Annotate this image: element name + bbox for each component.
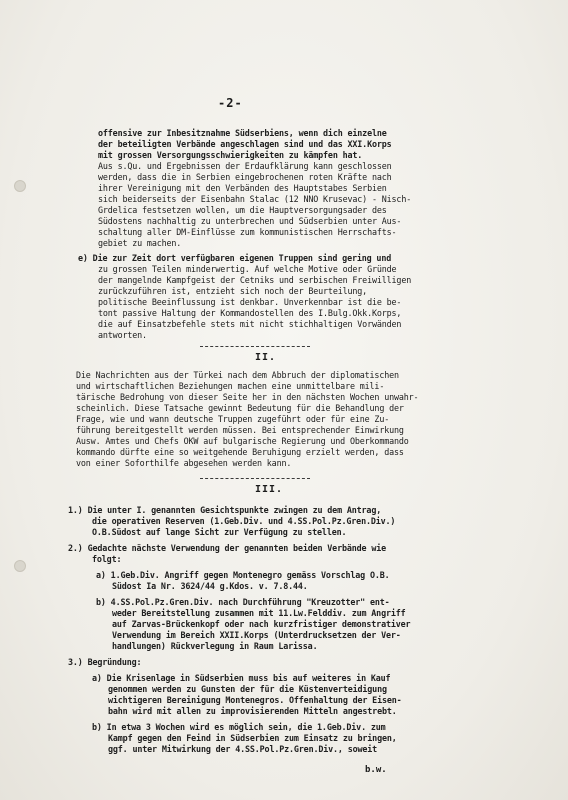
punch-hole-icon — [14, 180, 26, 192]
section-one-line: zu grossen Teilen minderwertig. Auf welche Motive oder Gründe — [98, 264, 397, 274]
section-three-heading: III. — [255, 484, 284, 495]
section-two-line: Ausw. Amtes und Chefs OKW auf bulgarische Regierung und Oberkommando — [76, 436, 409, 446]
section-three-line: Südost Ia Nr. 3624/44 g.Kdos. v. 7.8.44. — [112, 581, 308, 591]
section-one-line: schaltung aller DM-Einflüsse zum kommunistischen Herrschafts- — [98, 227, 397, 237]
section-three-line: bahn wird mit allen zu improvisierenden Mitteln angestrebt. — [108, 706, 397, 716]
section-two-line: von einer Soforthilfe abgesehen werden kann. — [76, 458, 292, 468]
section-one-line: gebiet zu machen. — [98, 238, 182, 248]
page-number: -2- — [218, 96, 243, 110]
section-two-line: Die Nachrichten aus der Türkei nach dem Abbruch der diplomatischen — [76, 370, 399, 380]
signoff-mark: b.w. — [365, 765, 387, 775]
section-one-line: der mangelnde Kampfgeist der Cetniks und serbischen Freiwilligen — [98, 275, 412, 285]
section-one-line: der beteiligten Verbände angeschlagen sind und das XXI.Korps — [98, 139, 392, 149]
section-three-line: Verwendung im Bereich XXII.Korps (Unterdrucksetzen der Ver- — [112, 630, 401, 640]
divider-rule — [200, 478, 310, 479]
section-three-line: a) Die Krisenlage in Südserbien muss bis auf weiteres in Kauf — [92, 673, 391, 683]
section-one-line: offensive zur Inbesitznahme Südserbiens, wenn dich einzelne — [98, 128, 387, 138]
section-one-line: ihrer Vereinigung mit den Verbänden des Hauptstabes Serbien — [98, 183, 387, 193]
section-two-line: führung bereitgestellt werden müssen. Bei entsprechender Einwirkung — [76, 425, 404, 435]
section-three-line: b) 4.SS.Pol.Pz.Gren.Div. nach Durchführung "Kreuzotter" ent- — [96, 597, 390, 607]
divider-rule — [200, 346, 310, 347]
section-one-line: politische Beeinflussung ist denkbar. Unverkennbar ist die be- — [98, 297, 402, 307]
section-one-line: e) Die zur Zeit dort verfügbaren eigenen Truppen sind gering und — [78, 253, 392, 263]
section-three-line: handlungen) Rückverlegung in Raum Larissa. — [112, 641, 318, 651]
section-two-line: kommando dürfte eine so weitgehende Beruhigung erzielt werden, dass — [76, 447, 404, 457]
section-three-line: 3.) Begründung: — [68, 657, 142, 667]
section-one-line: Grdelica festsetzen wollen, um die Hauptversorgungsader des — [98, 205, 387, 215]
section-three-line: 2.) Gedachte nächste Verwendung der genannten beiden Verbände wie — [68, 543, 386, 553]
section-two-line: tärische Bedrohung von dieser Seite her in den nächsten Wochen unwahr- — [76, 392, 419, 402]
section-three-line: ggf. unter Mitwirkung der 4.SS.Pol.Pz.Gren.Div., soweit — [108, 744, 378, 754]
punch-hole-icon — [14, 560, 26, 572]
section-three-line: Kampf gegen den Feind in Südserbien zum Einsatz zu bringen, — [108, 733, 397, 743]
section-two-heading: II. — [255, 352, 277, 363]
section-two-line: und wirtschaftlichen Beziehungen machen eine unmittelbare mili- — [76, 381, 385, 391]
section-one-line: sich beiderseits der Eisenbahn Stalac (12 NNO Krusevac) - Nisch- — [98, 194, 412, 204]
section-one-line: antworten. — [98, 330, 147, 340]
section-three-line: genommen werden zu Gunsten der für die Küstenverteidigung — [108, 684, 387, 694]
section-two-line: scheinlich. Diese Tatsache gewinnt Bedeutung für die Behandlung der — [76, 403, 404, 413]
section-one-line: Aus s.Qu. und Ergebnissen der Erdaufklärung kann geschlossen — [98, 161, 392, 171]
section-one-line: tont passive Haltung der Kommandostellen des I.Bulg.Okk.Korps, — [98, 308, 402, 318]
section-three-line: die operativen Reserven (1.Geb.Div. und 4.SS.Pol.Pz.Gren.Div.) — [92, 516, 396, 526]
section-three-line: folgt: — [92, 554, 122, 564]
section-three-line: wichtigeren Bereinigung Montenegros. Offenhaltung der Eisen- — [108, 695, 402, 705]
section-one-line: zurückzuführen ist, entzieht sich noch der Beurteilung, — [98, 286, 368, 296]
section-three-line: auf Zarvas-Brückenkopf oder nach kurzfristiger demonstrativer — [112, 619, 411, 629]
section-one-line: werden, dass die in Serbien eingebrochenen roten Kräfte nach — [98, 172, 392, 182]
section-three-line: 1.) Die unter I. genannten Gesichtspunkte zwingen zu dem Antrag, — [68, 505, 382, 515]
section-three-line: a) 1.Geb.Div. Angriff gegen Montenegro gemäss Vorschlag O.B. — [96, 570, 390, 580]
section-three-line: weder Bereitstellung zusammen mit 11.Lw.Felddiv. zum Angriff — [112, 608, 406, 618]
section-one-line: Südostens nachhaltig zu unterbrechen und Südserbien unter Aus- — [98, 216, 402, 226]
section-three-line: O.B.Südost auf lange Sicht zur Verfügung zu stellen. — [92, 527, 347, 537]
section-two-line: Frage, wie und wann deutsche Truppen zugeführt oder für eine Zu- — [76, 414, 390, 424]
section-three-line: b) In etwa 3 Wochen wird es möglich sein, die 1.Geb.Div. zum — [92, 722, 386, 732]
section-one-line: die auf Einsatzbefehle stets mit nicht stichhaltigen Vorwänden — [98, 319, 402, 329]
section-one-line: mit grossen Versorgungsschwierigkeiten zu kämpfen hat. — [98, 150, 363, 160]
